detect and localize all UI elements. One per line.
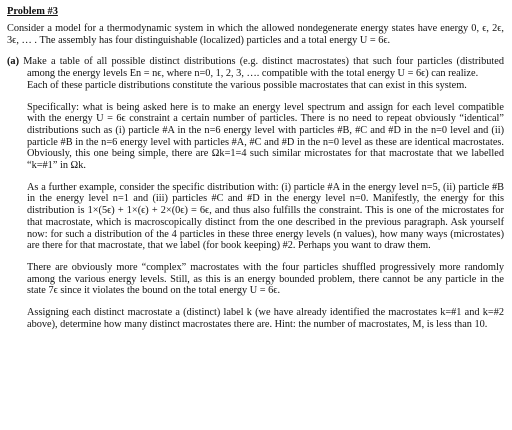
part-a-label: (a): [7, 56, 20, 68]
spacer: [7, 297, 504, 307]
spacer: [7, 46, 504, 56]
assign-paragraph: Assigning each distinct macrostate a (distinct) label k (we have already identified the macrostates k=#1 and k=#2 above), determine how many distinct macrostates there are. Hint: the number of macrostates, M, is less than 10.: [27, 307, 504, 330]
intro-paragraph: Consider a model for a thermodynamic system in which the allowed nondegenerate energy states have energy 0, ϵ, 2ϵ, 3ϵ, … . The assembly has four distinguishable (localized) particles and a total energy U = 6ϵ.: [7, 23, 504, 46]
example-paragraph: As a further example, consider the specific distribution with: (i) particle #A in the energy level n=5, (ii) particle #B in the energy level n=1 and (iii) particles #C and #D in the energy level n=0. Manifestly, the energy for this distribution is 1×(5ϵ) + 1×(ϵ) + 2×(0ϵ) = 6ϵ, and thus also fulfills the constraint. This is one of the microstates for that macrostate, which is macroscopically distinct from the one described in the previous paragraph. Ask yourself now: for such a distribution of the 4 particles in these three energy levels (n values), how many ways (microstates) are there for that macrostate, that we label (for book keeping) #2. Perhaps you want to draw them.: [27, 181, 504, 252]
spacer: [7, 172, 504, 182]
complex-paragraph: There are obviously more “complex” macrostates with the four particles shuffled progressively more randomly among the various energy levels. Still, as this is an energy bounded problem, there cannot be any particle in the state 7ϵ since it violates the bound on the total energy U = 6ϵ.: [27, 261, 504, 297]
part-a-paragraph: [7, 56, 504, 79]
part-a-continuation: Each of these particle distributions constitute the various possible macrostates that can exist in this system.: [27, 79, 467, 91]
spacer: [7, 92, 504, 102]
spacer: [7, 252, 504, 262]
specifically-paragraph: Specifically: what is being asked here is to make an energy level spectrum and assign for each level compatible with the energy U = 6ϵ constraint a certain number of particles. There is no need to repeat obviously “identical” distributions such as (i) particle #A in the n=6 energy level with particles #B, #C and #D in the n=0 level and (ii) particle #B in the n=6 energy level with particles #A, #C and #D in the n=0 level as these are identical macrostates. Obviously, this one being simple, there are Ωk=1=4 such similar microstates for that macrostate that we labelled “k=#1” in Ωk.: [27, 101, 504, 172]
problem-title: Problem #3: [7, 6, 58, 17]
part-a-text: Make a table of all possible distinct distributions (e.g. distinct macrostates) that such four particles (distributed among the energy levels En = nϵ, where n=0, 1, 2, 3, …. compatible with the total energy U = 6ϵ) can realize.: [23, 56, 504, 80]
